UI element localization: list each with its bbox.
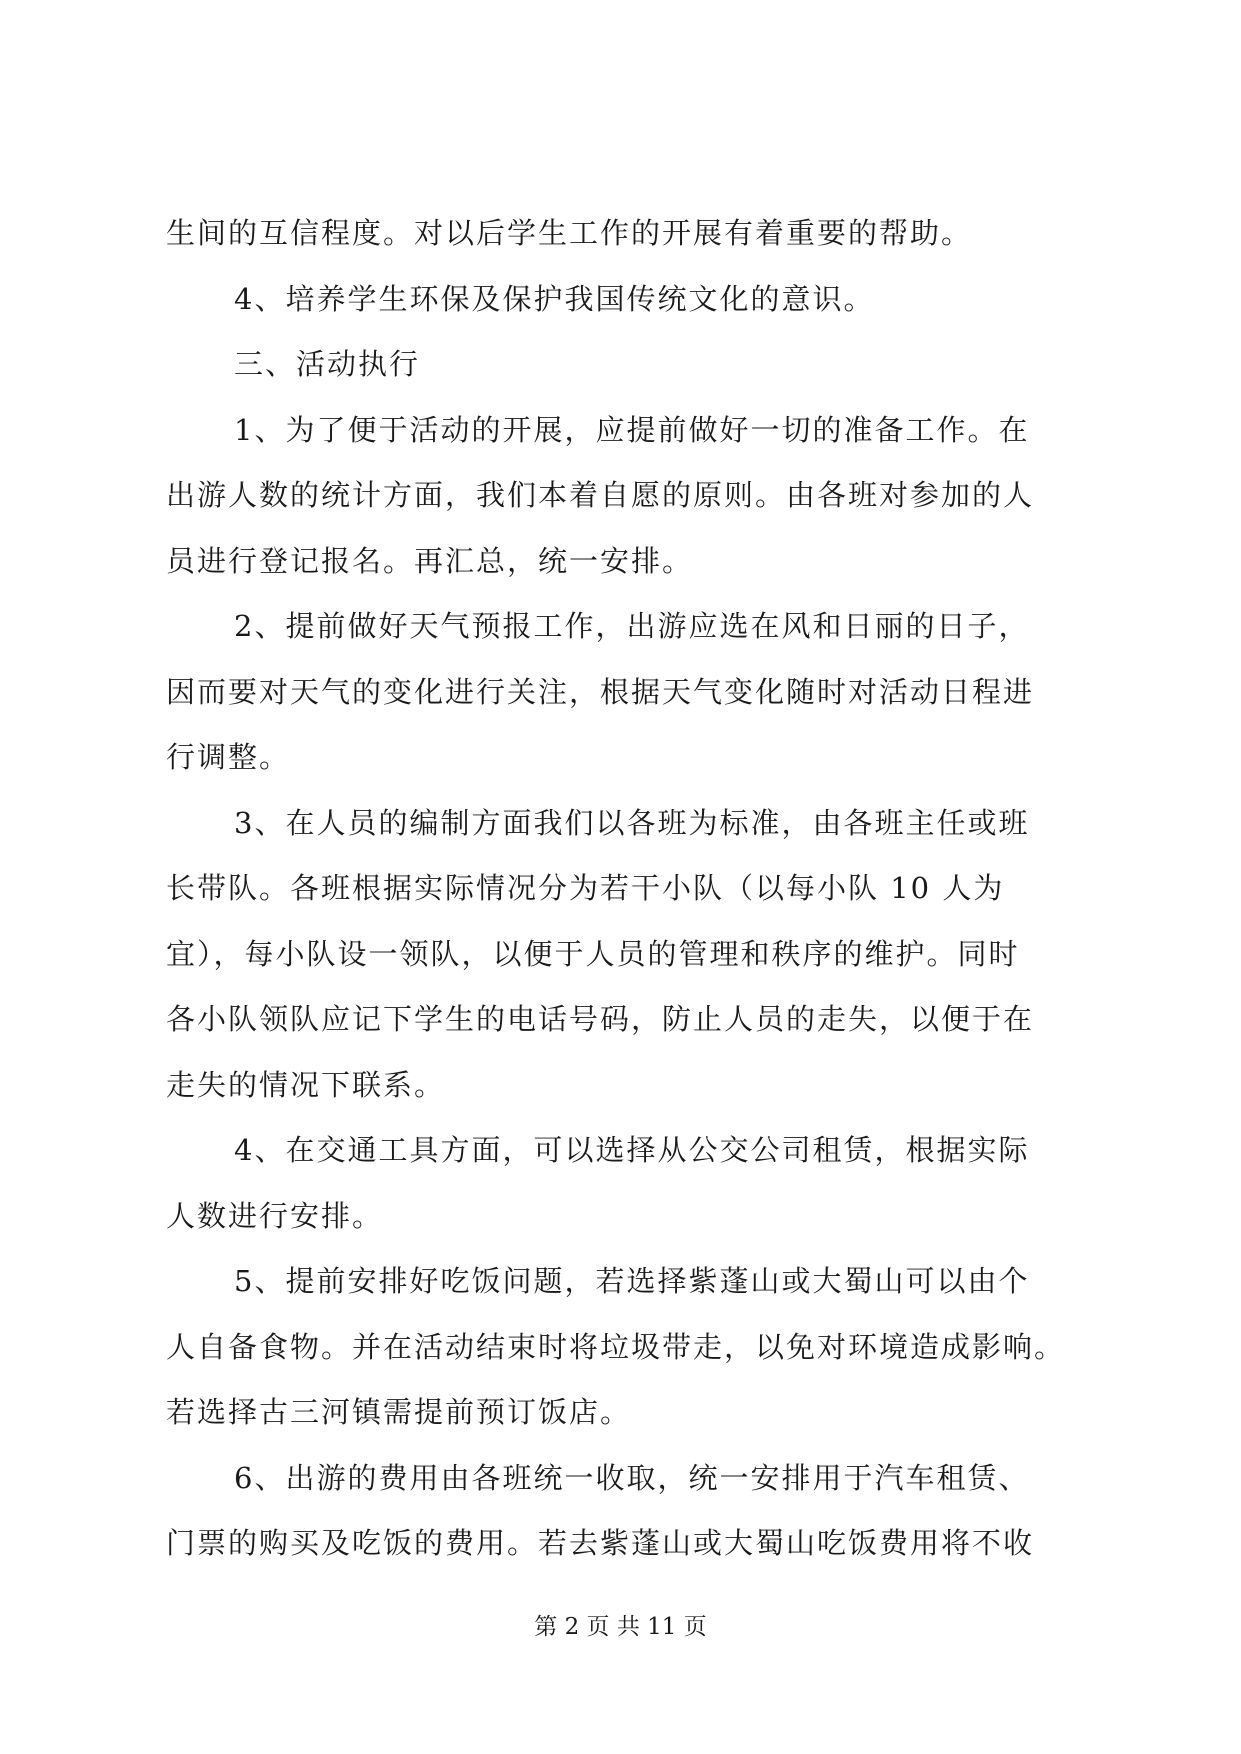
text-line: 1、为了便于活动的开展，应提前做好一切的准备工作。在 — [234, 412, 1030, 447]
text-line: 4、培养学生环保及保护我国传统文化的意识。 — [234, 281, 875, 316]
text-line: 宜），每小队设一领队，以便于人员的管理和秩序的维护。同时 — [166, 936, 1020, 971]
text-line: 因而要对天气的变化进行关注，根据天气变化随时对活动日程进 — [166, 674, 1035, 709]
text-line: 2、提前做好天气预报工作，出游应选在风和日丽的日子， — [234, 609, 1030, 643]
text-line: 生间的互信程度。对以后学生工作的开展有着重要的帮助。 — [166, 216, 973, 250]
text-line: 6、出游的费用由各班统一收取，统一安排用于汽车租赁、 — [234, 1460, 1030, 1495]
page-number: 第 2 页 共 11 页 — [534, 1614, 707, 1640]
text-line: 4、在交通工具方面，可以选择从公交公司租赁，根据实际 — [234, 1133, 1030, 1167]
text-line: 走失的情况下联系。 — [166, 1067, 446, 1102]
text-line: 行调整。 — [166, 740, 291, 774]
text-line: 3、在人员的编制方面我们以各班为标准，由各班主任或班 — [234, 805, 1030, 840]
section-heading: 三、活动执行 — [234, 347, 421, 381]
document-body — [166, 208, 1076, 1584]
text-line: 人自备食物。并在活动结束时将垃圾带走，以免对环境造成影响。 — [166, 1329, 1066, 1364]
text-line: 长带队。各班根据实际情况分为若干小队（以每小队 10 人为 — [166, 871, 1005, 905]
text-line: 员进行登记报名。再汇总，统一安排。 — [166, 543, 694, 578]
text-line: 出游人数的统计方面，我们本着自愿的原则。由各班对参加的人 — [166, 478, 1035, 512]
text-line: 人数进行安排。 — [166, 1198, 384, 1233]
text-line: 若选择古三河镇需提前预订饭店。 — [166, 1395, 632, 1429]
text-line: 门票的购买及吃饭的费用。若去紫蓬山或大蜀山吃饭费用将不收 — [166, 1526, 1035, 1560]
text-line: 各小队领队应记下学生的电话号码，防止人员的走失，以便于在 — [166, 1002, 1035, 1036]
text-line: 5、提前安排好吃饭问题，若选择紫蓬山或大蜀山可以由个 — [234, 1264, 1030, 1298]
